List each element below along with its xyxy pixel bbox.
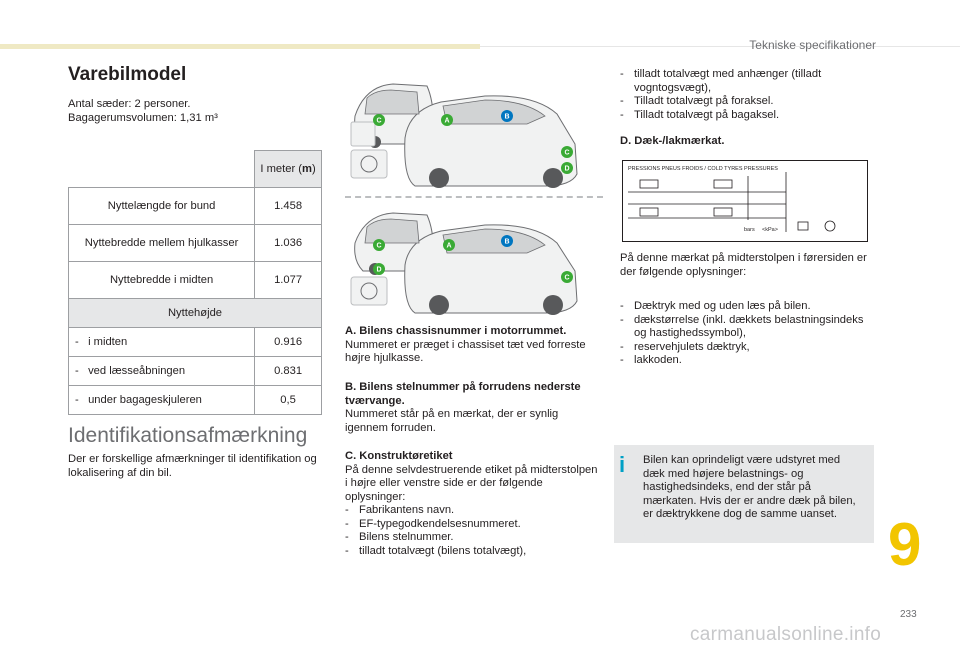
section-d-text: På denne mærkat på midterstolpen i førersiden er der følgende oplysninger: xyxy=(620,252,867,278)
marker-a: A xyxy=(444,117,450,125)
section-a-title: A. Bilens chassisnummer i motorrummet. xyxy=(345,325,567,337)
page-title: Varebilmodel xyxy=(68,64,187,85)
header-bar xyxy=(0,44,480,49)
row-value: 1.036 xyxy=(255,225,322,262)
table-row xyxy=(69,262,322,299)
table-row xyxy=(69,386,322,415)
marker-a: A xyxy=(446,242,452,250)
row-label: Nyttebredde mellem hjulkasser xyxy=(69,225,255,262)
info-icon: i xyxy=(619,452,626,477)
marker-b: B xyxy=(504,238,510,246)
list-item: - reservehjulets dæktryk, xyxy=(620,341,874,355)
list-item: - Fabrikantens navn. xyxy=(345,504,603,518)
list-item: - Tilladt totalvægt på bagaksel. xyxy=(620,109,874,123)
row-label: Nyttelængde for bund xyxy=(69,188,255,225)
section-c xyxy=(345,450,603,558)
list-item: - tilladt totalvægt (bilens totalvægt), xyxy=(345,545,603,559)
list-item: - EF-typegodkendelsesnummeret. xyxy=(345,518,603,532)
car-illustration-top xyxy=(345,74,603,192)
car-illustration-bottom xyxy=(345,205,603,317)
chapter-number: 9 xyxy=(888,511,922,578)
table-row xyxy=(69,357,322,386)
section-d-title: D. Dæk-/lakmærkat. xyxy=(620,135,725,147)
divider xyxy=(345,196,603,198)
section-a xyxy=(345,325,603,366)
list-item: - Tilladt totalvægt på foraksel. xyxy=(620,95,874,109)
section-header: Tekniske specifikationer xyxy=(749,38,876,52)
section-c-text: På denne selvdestruerende etiket på midterstolpen i højre eller venstre side er der følgende oplysninger: xyxy=(345,463,598,503)
intro xyxy=(68,98,218,125)
section-b xyxy=(345,381,603,435)
row-label: - under bagageskjuleren xyxy=(69,386,255,415)
list-item: - Bilens stelnummer. xyxy=(345,531,603,545)
row-label: - ved læsseåbningen xyxy=(69,357,255,386)
table-row xyxy=(69,225,322,262)
marker-c: C xyxy=(376,117,382,125)
watermark: carmanualsonline.info xyxy=(690,624,882,645)
row-label: Nyttebredde i midten xyxy=(69,262,255,299)
height-header: Nyttehøjde xyxy=(69,299,322,328)
marker-c: C xyxy=(376,242,382,250)
marker-d: D xyxy=(376,266,382,274)
row-label: - i midten xyxy=(69,328,255,357)
identification-text: Der er forskellige afmærkninger til identifikation og lokalisering af din bil. xyxy=(68,453,317,479)
marker-c: C xyxy=(564,274,570,282)
intro-volume: Bagagerumsvolumen: 1,31 m³ xyxy=(68,111,218,124)
row-value: 1.077 xyxy=(255,262,322,299)
unit-header: I meter (m) xyxy=(255,151,322,188)
table-row xyxy=(69,328,322,357)
marker-b: B xyxy=(504,113,510,121)
tyre-label-kpa: <kPa> xyxy=(762,227,778,233)
list-item: - dækstørrelse (inkl. dækkets belastningsindeks og hastighedssymbol), xyxy=(620,314,874,341)
list-item: - lakkoden. xyxy=(620,354,874,368)
header-line xyxy=(480,46,960,47)
info-text: Bilen kan oprindeligt være udstyret med dæk med højere belastnings- og hastighedsindeks, end der står på mærkaten. Hvis der er andre dæk på bilen, er dæktrykkene dog de samme uanset. xyxy=(643,454,856,520)
marker-c: C xyxy=(564,149,570,157)
row-value: 1.458 xyxy=(255,188,322,225)
row-value: 0.831 xyxy=(255,357,322,386)
list-item: - tilladt totalvægt med anhænger (tilladt vogntogsvægt), xyxy=(620,68,874,95)
row-value: 0,5 xyxy=(255,386,322,415)
section-c-title: C. Konstruktøretiket xyxy=(345,450,453,462)
table-row xyxy=(69,299,322,328)
identification-title: Identifikationsafmærkning xyxy=(68,424,308,447)
marker-d: D xyxy=(564,165,570,173)
page-number: 233 xyxy=(900,609,917,620)
section-c-list-continued xyxy=(620,68,874,122)
section-d-list xyxy=(620,300,874,368)
tyre-label-heading: PRESSIONS PNEUS FROIDS / COLD TYRES PRESSURES xyxy=(628,166,778,172)
tyre-label-image xyxy=(622,160,868,242)
section-b-text: Nummeret står på en mærkat, der er synlig igennem forruden. xyxy=(345,408,559,434)
table-row xyxy=(69,188,322,225)
intro-seats: Antal sæder: 2 personer. xyxy=(68,98,191,110)
row-value: 0.916 xyxy=(255,328,322,357)
section-a-text: Nummeret er præget i chassiset tæt ved forreste højre hjulkasse. xyxy=(345,338,586,364)
dimensions-table xyxy=(68,150,322,415)
section-c-list xyxy=(345,504,603,558)
tyre-label-bars: bars xyxy=(744,227,755,233)
list-item: - Dæktryk med og uden læs på bilen. xyxy=(620,300,874,314)
section-b-title: B. Bilens stelnummer på forrudens nederste tværvange. xyxy=(345,381,581,407)
